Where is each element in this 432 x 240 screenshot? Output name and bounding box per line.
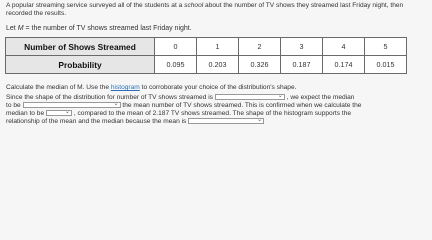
table-cell: 2 xyxy=(239,38,281,56)
table-cell: 0.187 xyxy=(281,56,323,74)
problem-intro: A popular streaming service surveyed all of the students at a school about the number of TV shows they streamed last Friday night, then recorded the results. xyxy=(6,2,404,17)
question-line-3: to be ⌄ the mean number of TV shows streamed. This is confirmed when we calculate the xyxy=(6,101,362,109)
row-header-probability: Probability xyxy=(6,56,155,74)
table-cell: 5 xyxy=(365,38,407,56)
question-line-5: relationship of the mean and the median because the mean is ⌄ xyxy=(6,117,263,125)
shape-dropdown[interactable] xyxy=(215,94,285,100)
variable-definition: Let M = the number of TV shows streamed last Friday night. xyxy=(6,25,192,32)
median-relation-dropdown[interactable] xyxy=(46,110,72,116)
median-comparison-dropdown[interactable] xyxy=(23,102,121,108)
table-cell: 0.326 xyxy=(239,56,281,74)
chevron-down-icon: ⌄ xyxy=(277,93,283,99)
chevron-down-icon: ⌄ xyxy=(64,109,70,115)
table-cell: 0.095 xyxy=(155,56,197,74)
table-cell: 3 xyxy=(281,38,323,56)
table-cell: 0 xyxy=(155,38,197,56)
question-line-1: Calculate the median of M. Use the histogram to corroborate your choice of the distribution's shape. xyxy=(6,84,297,91)
chevron-down-icon: ⌄ xyxy=(257,117,263,123)
question-line-2: Since the shape of the distribution for number of TV shows streamed is ⌄ , we expect the median xyxy=(6,93,355,101)
table-cell: 0.203 xyxy=(197,56,239,74)
distribution-table xyxy=(5,37,407,74)
table-row xyxy=(6,38,407,56)
mean-relation-dropdown[interactable] xyxy=(188,118,264,124)
table-row xyxy=(6,56,407,74)
row-header-shows: Number of Shows Streamed xyxy=(6,38,155,56)
table-cell: 4 xyxy=(323,38,365,56)
table-cell: 1 xyxy=(197,38,239,56)
question-line-4: median to be ⌄ , compared to the mean of 2.187 TV shows streamed. The shape of the histogram supports the xyxy=(6,109,352,117)
table-cell: 0.015 xyxy=(365,56,407,74)
chevron-down-icon: ⌄ xyxy=(113,101,119,107)
histogram-link[interactable]: histogram xyxy=(110,84,140,91)
table-cell: 0.174 xyxy=(323,56,365,74)
